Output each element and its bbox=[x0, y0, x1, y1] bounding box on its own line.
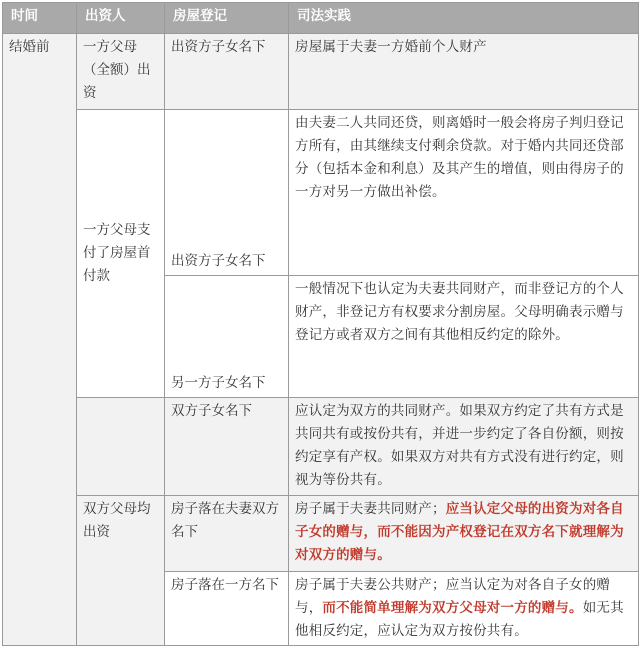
header-time: 时间 bbox=[3, 3, 77, 34]
practice-cell: 一般情况下也认定为夫妻共同财产，而非登记方的个人财产，非登记方有权要求分割房屋。父母明确表示赠与登记方或者双方之间有其他相反约定的除外。 bbox=[289, 276, 639, 398]
header-practice: 司法实践 bbox=[289, 3, 639, 34]
table-row bbox=[3, 496, 639, 572]
practice-cell: 应认定为双方的共同财产。如果双方约定了共有方式是共同共有或按份共有，并进一步约定了各自份额，则按约定享有产权。如果双方对共有方式没有进行约定，则视为等份共有。 bbox=[289, 398, 639, 496]
practice-highlight-text: 应当认定父母的出资为对各自子女的赠与，而不能因为产权登记在双方名下就理解为对双方的赠与。 bbox=[295, 501, 624, 563]
registration-cell: 出资方子女名下 bbox=[165, 34, 289, 110]
funder-cell: 一方父母（全额）出资 bbox=[77, 34, 165, 110]
practice-cell: 房屋属于夫妻一方婚前个人财产 bbox=[289, 34, 639, 110]
practice-text: 房子属于夫妻共同财产； bbox=[295, 501, 446, 517]
funder-cell: 双方父母均出资 bbox=[77, 496, 165, 646]
practice-text: 房子属于夫妻公共财产；应当认定为对各自子女的赠与， bbox=[295, 577, 611, 616]
funder-cell: 一方父母支付了房屋首付款 bbox=[77, 110, 165, 398]
table-row bbox=[3, 398, 639, 496]
registration-cell: 双方子女名下 bbox=[165, 398, 289, 496]
table-row bbox=[3, 110, 639, 276]
time-cell: 结婚前 bbox=[3, 34, 77, 646]
practice-cell bbox=[289, 572, 639, 646]
table-row bbox=[3, 34, 639, 110]
table-header-row bbox=[3, 3, 639, 34]
practice-cell: 由夫妻二人共同还贷，则离婚时一般会将房子判归登记方所有，由其继续支付剩余贷款。对于婚内共同还贷部分（包括本金和利息）及其产生的增值，则由得房子的一方对另一方做出补偿。 bbox=[289, 110, 639, 276]
practice-cell bbox=[289, 496, 639, 572]
property-ownership-table bbox=[2, 2, 639, 646]
registration-cell: 出资方子女名下 bbox=[165, 110, 289, 276]
practice-text: 如无其他相反约定，应认定为双方按份共有。 bbox=[295, 600, 624, 639]
header-funder: 出资人 bbox=[77, 3, 165, 34]
funder-cell-empty bbox=[77, 398, 165, 496]
header-registration: 房屋登记 bbox=[165, 3, 289, 34]
practice-highlight-text: 而不能简单理解为双方父母对一方的赠与。 bbox=[322, 600, 583, 616]
registration-cell: 房子落在一方名下 bbox=[165, 572, 289, 646]
registration-cell: 房子落在夫妻双方名下 bbox=[165, 496, 289, 572]
registration-cell: 另一方子女名下 bbox=[165, 276, 289, 398]
